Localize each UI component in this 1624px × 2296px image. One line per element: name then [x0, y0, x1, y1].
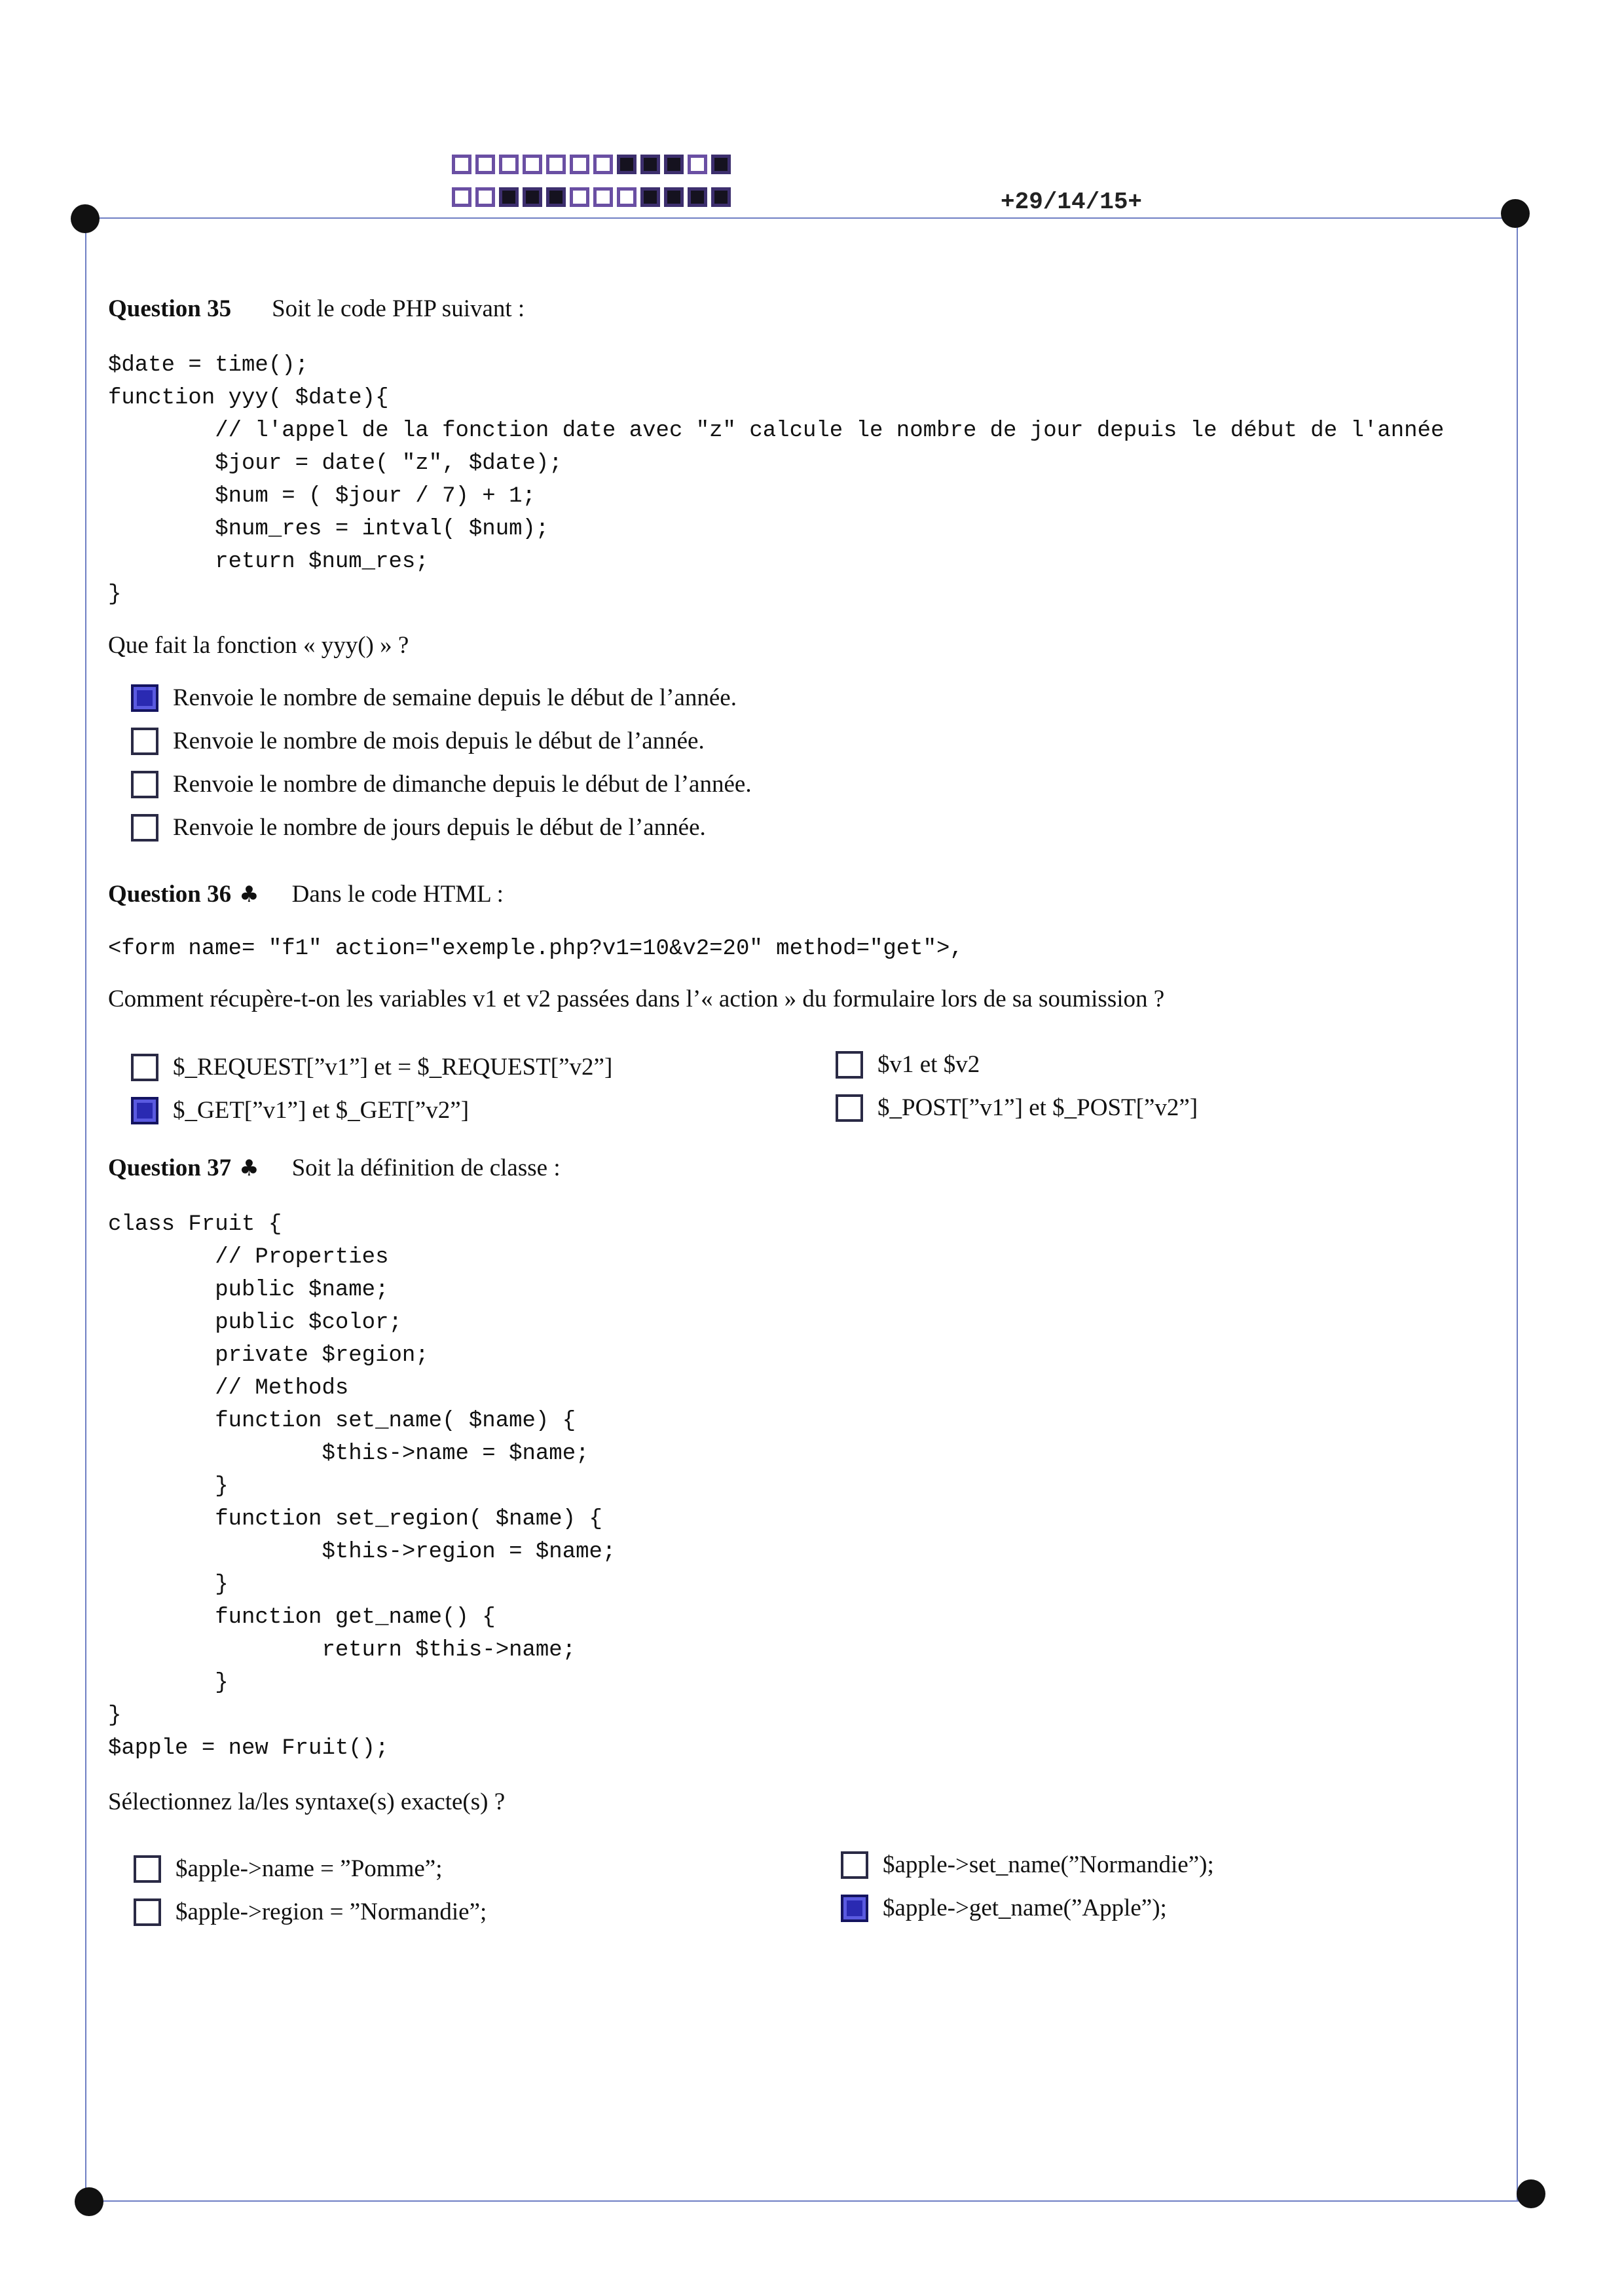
q37-option-3[interactable] — [134, 1898, 487, 1926]
barcode-row-1-cell — [546, 155, 566, 174]
q36-option-3-label: $_GET[”v1”] et $_GET[”v2”] — [173, 1097, 470, 1124]
question-37-number: Question 37 — [108, 1155, 232, 1181]
barcode-row-2-cell — [570, 187, 589, 207]
q37-option-4[interactable] — [841, 1894, 1167, 1922]
q35-option-3[interactable] — [131, 770, 752, 798]
question-36-number: Question 36 — [108, 881, 232, 908]
q35-option-1-label: Renvoie le nombre de semaine depuis le début de l’année. — [173, 684, 737, 711]
question-37-title: Soit la définition de classe : — [291, 1155, 561, 1181]
barcode-row-1-cell — [617, 155, 637, 174]
question-35-prompt: Que fait la fonction « yyy() » ? — [108, 632, 409, 659]
q37-option-1-label: $apple->name = ”Pomme”; — [175, 1855, 443, 1882]
q36-option-2-checkbox[interactable] — [836, 1051, 863, 1079]
q35-option-4-label: Renvoie le nombre de jours depuis le début de l’année. — [173, 814, 706, 841]
barcode-row-2-cell — [523, 187, 542, 207]
barcode-row-2-cell — [475, 187, 495, 207]
q37-option-3-checkbox[interactable] — [134, 1898, 161, 1926]
q35-option-1-checkbox[interactable] — [131, 684, 158, 712]
q36-option-3-checkbox[interactable] — [131, 1097, 158, 1124]
barcode-row-2-cell — [452, 187, 471, 207]
barcode-row-2-cell — [688, 187, 707, 207]
corner-mark-bottom-right — [1517, 2179, 1545, 2208]
barcode-row-1-cell — [593, 155, 613, 174]
question-37-code: class Fruit { // Properties public $name; public $color; private $region; // Methods function set_name( $name) { $this->name = $name; } function set_region( $name) { $this->region = $name; } function get_name() { return $this->name; } } $apple = new Fruit(); — [108, 1212, 616, 1761]
barcode-row-2-cell — [546, 187, 566, 207]
question-37-prompt: Sélectionnez la/les syntaxe(s) exacte(s) ? — [108, 1788, 506, 1815]
q36-option-4[interactable] — [836, 1094, 1198, 1122]
question-37-heading — [108, 1154, 561, 1182]
q36-option-4-checkbox[interactable] — [836, 1094, 863, 1122]
barcode-row-1-cell — [711, 155, 731, 174]
q35-option-3-checkbox[interactable] — [131, 771, 158, 798]
barcode-row-1-cell — [664, 155, 684, 174]
q37-option-3-label: $apple->region = ”Normandie”; — [175, 1898, 487, 1925]
corner-mark-top-right — [1501, 199, 1530, 228]
frame-left-line — [85, 217, 86, 2202]
q35-option-3-label: Renvoie le nombre de dimanche depuis le début de l’année. — [173, 771, 752, 798]
barcode-row-2-cell — [640, 187, 660, 207]
q37-option-2-label: $apple->set_name(”Normandie”); — [883, 1851, 1214, 1878]
frame-right-line — [1517, 217, 1518, 2202]
barcode-row-2-cell — [593, 187, 613, 207]
q37-option-2[interactable] — [841, 1851, 1214, 1879]
question-36-code: <form name= "f1" action="exemple.php?v1=10&v2=20" method="get">, — [108, 936, 963, 961]
q35-option-2[interactable] — [131, 727, 705, 755]
q35-option-1[interactable] — [131, 684, 737, 712]
q37-option-2-checkbox[interactable] — [841, 1851, 868, 1879]
q35-option-4-checkbox[interactable] — [131, 814, 158, 842]
q37-option-1[interactable] — [134, 1855, 443, 1883]
barcode-row-2-cell — [711, 187, 731, 207]
page-id: +29/14/15+ — [1001, 189, 1143, 215]
q36-option-1-checkbox[interactable] — [131, 1054, 158, 1081]
q37-option-4-label: $apple->get_name(”Apple”); — [883, 1895, 1167, 1921]
q36-option-2[interactable] — [836, 1050, 980, 1079]
q37-option-1-checkbox[interactable] — [134, 1855, 161, 1883]
question-36-heading — [108, 880, 504, 908]
barcode-row-1-cell — [452, 155, 471, 174]
question-35-number: Question 35 — [108, 295, 232, 322]
q35-option-4[interactable] — [131, 813, 706, 842]
barcode-row-1-cell — [523, 155, 542, 174]
question-35-heading — [108, 295, 525, 323]
frame-bottom-line — [89, 2200, 1530, 2202]
barcode-row-1-cell — [475, 155, 495, 174]
barcode-row-1-cell — [688, 155, 707, 174]
barcode-row-2-cell — [499, 187, 519, 207]
q36-option-1[interactable] — [131, 1053, 612, 1081]
barcode-row-1-cell — [640, 155, 660, 174]
frame-top-line — [85, 217, 1517, 219]
q36-option-3[interactable] — [131, 1096, 469, 1124]
question-35-title: Soit le code PHP suivant : — [272, 295, 525, 322]
barcode-row-1-cell — [570, 155, 589, 174]
q36-option-2-label: $v1 et $v2 — [877, 1051, 980, 1078]
q37-option-4-checkbox[interactable] — [841, 1895, 868, 1922]
q35-option-2-label: Renvoie le nombre de mois depuis le début de l’année. — [173, 728, 705, 754]
q36-option-1-label: $_REQUEST[”v1”] et = $_REQUEST[”v2”] — [173, 1054, 613, 1081]
question-36-prompt: Comment récupère-t-on les variables v1 et v2 passées dans l’« action » du formulaire lors de sa soumission ? — [108, 986, 1165, 1012]
q35-option-2-checkbox[interactable] — [131, 728, 158, 755]
barcode-row-2-cell — [617, 187, 637, 207]
barcode-row-2 — [452, 187, 731, 207]
q36-option-4-label: $_POST[”v1”] et $_POST[”v2”] — [877, 1094, 1198, 1121]
question-36-title: Dans le code HTML : — [291, 881, 504, 908]
barcode-row-1-cell — [499, 155, 519, 174]
barcode-row-1 — [452, 155, 731, 174]
corner-mark-bottom-left — [75, 2187, 103, 2216]
question-35-code: $date = time(); function yyy( $date){ // l'appel de la fonction date avec "z" calcule le nombre de jour depuis le début de l'année $jour = date( "z", $date); $num = ( $jour / 7) + 1; $num_res = intval( $num); return $num_res; } — [108, 353, 1445, 607]
club-icon: ♣ — [239, 1155, 259, 1181]
barcode-row-2-cell — [664, 187, 684, 207]
corner-mark-top-left — [71, 204, 100, 233]
club-icon: ♣ — [239, 881, 259, 908]
